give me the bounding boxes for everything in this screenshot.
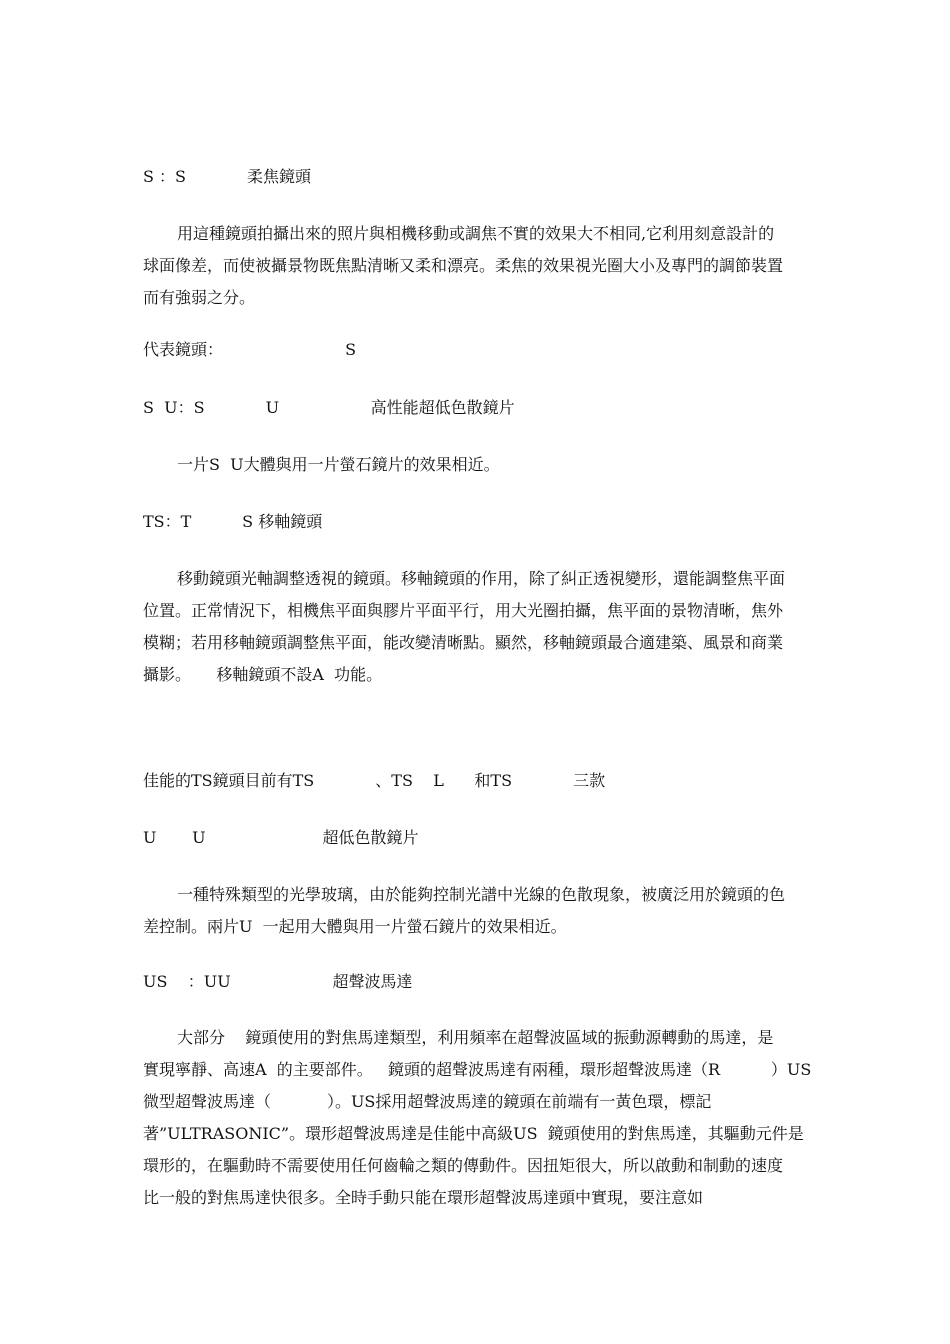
paragraph-line: 微型超聲波馬達（ ）。US採用超聲波馬達的鏡頭在前端有一黃色環，標記	[143, 1092, 712, 1111]
paragraph-line: 一種特殊類型的光學玻璃，由於能夠控制光譜中光線的色散現象，被廣泛用於鏡頭的色	[177, 885, 786, 904]
tilt-shift-paragraph	[143, 563, 809, 691]
paragraph-line: 大部分 鏡頭使用的對焦馬達類型，利用頻率在超聲波區域的振動源轉動的馬達，是	[177, 1028, 774, 1047]
tilt-shift-heading: TS：T S 移軸鏡頭	[143, 512, 323, 531]
ud-paragraph	[143, 879, 809, 943]
paragraph-line: 比一般的對焦馬達快很多。全時手動只能在環形超聲波馬達頭中實現，要注意如	[143, 1188, 704, 1207]
paragraph-line: 攝影。 移軸鏡頭不設A 功能。	[143, 665, 383, 684]
soft-focus-heading: S ：S 柔焦鏡頭	[143, 167, 312, 186]
ud-heading: U U 超低色散鏡片	[143, 828, 419, 847]
paragraph-line: 而有強弱之分。	[143, 288, 256, 307]
paragraph-line: 差控制。兩片U 一起用大體與用一片螢石鏡片的效果相近。	[143, 917, 567, 936]
super-ud-heading: S U：S U 高性能超低色散鏡片	[143, 398, 515, 417]
paragraph-line: 球面像差，而使被攝景物既焦點清晰又柔和漂亮。柔焦的效果視光圈大小及專門的調節裝置	[143, 256, 784, 275]
paragraph-line: 移動鏡頭光軸調整透視的鏡頭。移軸鏡頭的作用，除了糾正透視變形，還能調整焦平面	[177, 569, 786, 588]
paragraph-line: 著”ULTRASONIC”。環形超聲波馬達是佳能中高級US 鏡頭使用的對焦馬達，其驅動元件是	[143, 1124, 804, 1143]
super-ud-paragraph: 一片S U大體與用一片螢石鏡片的效果相近。	[177, 455, 500, 474]
ts-models-line: 佳能的TS鏡頭目前有TS 、TS L 和TS 三款	[143, 771, 606, 790]
soft-focus-paragraph	[143, 218, 809, 314]
representative-lens-line: 代表鏡頭： S	[143, 340, 357, 359]
usm-heading: US ：UU 超聲波馬達	[143, 972, 413, 991]
paragraph-line: 用這種鏡頭拍攝出來的照片與相機移動或調焦不實的效果大不相同,它利用刻意設計的	[177, 224, 775, 243]
paragraph-line: 環形的，在驅動時不需要使用任何齒輪之類的傳動件。因扭矩很大，所以啟動和制動的速度	[143, 1156, 784, 1175]
paragraph-line: 模糊；若用移軸鏡頭調整焦平面，能改變清晰點。顯然，移軸鏡頭最合適建築、風景和商業	[143, 633, 784, 652]
usm-paragraph	[143, 1022, 812, 1214]
paragraph-line: 位置。正常情況下，相機焦平面與膠片平面平行，用大光圈拍攝，焦平面的景物清晰，焦外	[143, 601, 784, 620]
paragraph-line: 實現寧靜、高速A 的主要部件。 鏡頭的超聲波馬達有兩種，環形超聲波馬達（R ）US	[143, 1060, 812, 1079]
